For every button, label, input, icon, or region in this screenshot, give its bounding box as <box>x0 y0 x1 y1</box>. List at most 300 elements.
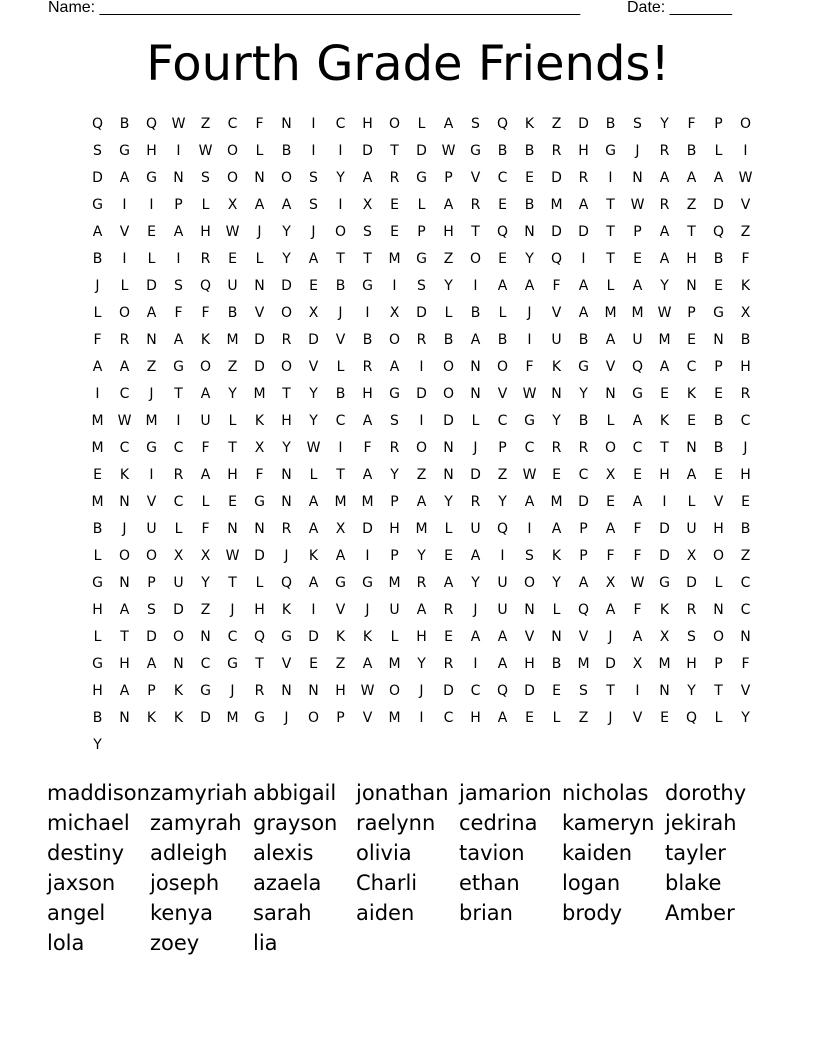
grid-letter: J <box>122 521 127 537</box>
grid-letter: D <box>92 170 103 186</box>
grid-letter: X <box>254 440 265 456</box>
grid-letter: R <box>281 521 292 537</box>
grid-letter: W <box>306 440 321 456</box>
grid-letter: Y <box>498 494 507 510</box>
grid-letter: F <box>606 548 615 564</box>
grid-letter: I <box>338 197 343 213</box>
grid-letter: W <box>360 683 375 699</box>
grid-letter: E <box>309 278 318 294</box>
grid-letter: Y <box>687 683 696 699</box>
grid-letter: R <box>686 602 697 618</box>
grid-letter: D <box>146 278 157 294</box>
grid-letter: K <box>686 386 697 402</box>
grid-letter: C <box>443 710 454 726</box>
grid-letter: O <box>388 332 401 348</box>
grid-letter: A <box>416 494 427 510</box>
grid-letter: Q <box>712 224 725 240</box>
grid-letter: T <box>363 251 372 267</box>
grid-letter: I <box>311 602 316 618</box>
grid-letter: A <box>605 521 616 537</box>
grid-letter: Q <box>145 116 158 132</box>
grid-letter: A <box>308 251 319 267</box>
grid-letter: H <box>389 521 400 537</box>
grid-letter: P <box>444 170 453 186</box>
grid-letter: L <box>714 575 723 591</box>
grid-letter: V <box>497 386 508 402</box>
grid-letter: Y <box>309 386 318 402</box>
grid-letter: A <box>443 575 454 591</box>
grid-letter: N <box>524 224 535 240</box>
word-list-item: cedrina <box>459 811 538 835</box>
word-list-item: brody <box>562 901 623 925</box>
grid-letter: P <box>714 359 723 375</box>
grid-letter: J <box>635 143 640 159</box>
word-list-item: jamarion <box>459 781 552 805</box>
grid-letter: Q <box>253 629 266 645</box>
grid-letter: G <box>362 278 373 294</box>
grid-letter: L <box>201 197 210 213</box>
grid-letter: E <box>714 467 723 483</box>
grid-letter: A <box>254 197 265 213</box>
grid-letter: S <box>633 116 642 132</box>
grid-letter: K <box>173 710 184 726</box>
grid-letter: I <box>608 170 613 186</box>
grid-letter: D <box>200 710 211 726</box>
grid-letter: A <box>659 224 670 240</box>
grid-letter: A <box>200 467 211 483</box>
grid-letter: D <box>362 143 373 159</box>
grid-letter: K <box>659 602 670 618</box>
grid-letter: H <box>335 683 346 699</box>
grid-letter: A <box>605 602 616 618</box>
grid-letter: A <box>713 170 724 186</box>
grid-letter: P <box>579 548 588 564</box>
grid-letter: I <box>473 656 478 672</box>
grid-letter: F <box>525 359 534 375</box>
grid-letter: A <box>92 359 103 375</box>
word-list-item: kameryn <box>562 811 655 835</box>
grid-letter: I <box>662 494 667 510</box>
grid-letter: A <box>578 305 589 321</box>
grid-letter: R <box>281 332 292 348</box>
grid-letter: G <box>254 710 265 726</box>
grid-letter: V <box>740 197 751 213</box>
grid-letter: Y <box>579 386 588 402</box>
grid-letter: B <box>443 332 454 348</box>
grid-letter: A <box>308 575 319 591</box>
grid-letter: Z <box>740 224 751 240</box>
grid-letter: L <box>444 521 453 537</box>
word-list-item: zamyriah <box>150 781 248 805</box>
grid-letter: O <box>739 116 752 132</box>
grid-letter: G <box>146 170 157 186</box>
grid-letter: T <box>228 440 237 456</box>
grid-letter: P <box>714 656 723 672</box>
grid-letter: D <box>659 548 670 564</box>
grid-letter: L <box>309 467 318 483</box>
grid-letter: N <box>254 170 265 186</box>
grid-letter: R <box>551 143 562 159</box>
grid-letter: M <box>388 575 401 591</box>
grid-letter: N <box>173 656 184 672</box>
grid-letter: B <box>578 332 589 348</box>
grid-letter: A <box>173 332 184 348</box>
grid-letter: C <box>740 602 751 618</box>
grid-letter: W <box>657 305 672 321</box>
grid-letter: O <box>226 170 239 186</box>
grid-letter: G <box>416 251 427 267</box>
word-list-item: Charli <box>356 871 418 895</box>
grid-letter: R <box>416 575 427 591</box>
grid-letter: B <box>713 413 724 429</box>
grid-letter: A <box>308 494 319 510</box>
word-list-item: zamyrah <box>150 811 242 835</box>
grid-letter: C <box>173 440 184 456</box>
grid-letter: Y <box>417 656 426 672</box>
grid-letter: S <box>147 602 156 618</box>
grid-letter: N <box>281 683 292 699</box>
grid-letter: I <box>338 440 343 456</box>
grid-letter: H <box>416 629 427 645</box>
grid-letter: H <box>281 413 292 429</box>
grid-letter: L <box>147 251 156 267</box>
grid-letter: H <box>227 467 238 483</box>
grid-letter: O <box>226 143 239 159</box>
grid-letter: W <box>171 116 186 132</box>
grid-letter: T <box>606 224 615 240</box>
grid-letter: Q <box>577 602 590 618</box>
grid-letter: E <box>498 197 507 213</box>
grid-letter: V <box>254 305 265 321</box>
grid-letter: S <box>309 170 318 186</box>
grid-letter: H <box>470 710 481 726</box>
grid-letter: R <box>389 440 400 456</box>
grid-letter: G <box>119 143 130 159</box>
grid-letter: B <box>335 278 346 294</box>
grid-letter: G <box>335 575 346 591</box>
grid-letter: D <box>713 197 724 213</box>
grid-letter: A <box>632 629 643 645</box>
grid-letter: T <box>282 386 291 402</box>
grid-letter: G <box>713 305 724 321</box>
grid-letter: K <box>281 602 292 618</box>
grid-letter: A <box>605 332 616 348</box>
word-list-item: lia <box>253 931 278 955</box>
grid-letter: K <box>362 629 373 645</box>
grid-letter: Y <box>660 278 669 294</box>
grid-letter: J <box>473 440 478 456</box>
word-list-item: abbigail <box>253 781 337 805</box>
grid-letter: A <box>281 197 292 213</box>
grid-letter: H <box>362 116 373 132</box>
grid-letter: P <box>390 494 399 510</box>
word-list-item: michael <box>47 811 130 835</box>
grid-letter: D <box>281 278 292 294</box>
grid-letter: V <box>308 359 319 375</box>
grid-letter: E <box>444 548 453 564</box>
grid-letter: A <box>470 629 481 645</box>
word-list-item: joseph <box>150 871 220 895</box>
grid-letter: A <box>497 629 508 645</box>
grid-letter: W <box>630 575 645 591</box>
grid-letter: L <box>552 602 561 618</box>
word-list-item: raelynn <box>356 811 436 835</box>
grid-letter: L <box>552 710 561 726</box>
grid-letter: P <box>498 440 507 456</box>
grid-letter: F <box>201 521 210 537</box>
grid-letter: H <box>659 467 670 483</box>
grid-letter: I <box>743 143 748 159</box>
grid-letter: V <box>605 359 616 375</box>
grid-letter: H <box>443 224 454 240</box>
grid-letter: B <box>524 197 535 213</box>
grid-letter: D <box>146 629 157 645</box>
grid-letter: X <box>335 521 346 537</box>
grid-letter: Q <box>91 116 104 132</box>
grid-letter: B <box>281 143 292 159</box>
grid-letter: Y <box>552 575 561 591</box>
word-list-item: dorothy <box>665 781 747 805</box>
grid-letter: V <box>119 224 130 240</box>
grid-letter: B <box>497 143 508 159</box>
grid-letter: K <box>119 467 130 483</box>
grid-letter: S <box>687 629 696 645</box>
grid-letter: I <box>311 116 316 132</box>
grid-letter: G <box>92 197 103 213</box>
grid-letter: O <box>280 359 293 375</box>
grid-letter: A <box>362 413 373 429</box>
grid-letter: G <box>605 143 616 159</box>
grid-letter: H <box>92 683 103 699</box>
grid-letter: Z <box>551 116 562 132</box>
grid-letter: U <box>173 575 184 591</box>
grid-letter: N <box>227 521 238 537</box>
grid-letter: O <box>334 224 347 240</box>
grid-letter: E <box>390 224 399 240</box>
grid-letter: T <box>714 683 723 699</box>
grid-letter: H <box>578 143 589 159</box>
grid-letter: A <box>524 278 535 294</box>
grid-letter: N <box>686 278 697 294</box>
grid-letter: S <box>471 116 480 132</box>
grid-letter: H <box>119 656 130 672</box>
grid-letter: G <box>659 575 670 591</box>
word-list-item: Amber <box>665 901 735 925</box>
grid-letter: I <box>149 467 154 483</box>
grid-letter: G <box>524 413 535 429</box>
word-list-item: tavion <box>459 841 525 865</box>
grid-letter: W <box>198 143 213 159</box>
grid-letter: J <box>338 305 343 321</box>
grid-letter: E <box>714 278 723 294</box>
grid-letter: N <box>200 629 211 645</box>
grid-letter: A <box>686 467 697 483</box>
grid-letter: G <box>416 170 427 186</box>
grid-letter: N <box>443 440 454 456</box>
grid-letter: T <box>471 224 480 240</box>
grid-letter: B <box>92 521 103 537</box>
grid-letter: M <box>334 494 347 510</box>
grid-letter: M <box>658 332 671 348</box>
grid-letter: F <box>741 656 750 672</box>
word-list-item: maddison <box>47 781 150 805</box>
grid-letter: L <box>444 305 453 321</box>
grid-letter: M <box>604 305 617 321</box>
grid-letter: C <box>119 440 130 456</box>
grid-letter: Y <box>471 575 480 591</box>
grid-letter: E <box>741 494 750 510</box>
grid-letter: O <box>415 440 428 456</box>
grid-letter: R <box>659 143 670 159</box>
grid-letter: L <box>93 305 102 321</box>
grid-letter: N <box>443 467 454 483</box>
word-list-item: destiny <box>47 841 124 865</box>
grid-letter: L <box>498 305 507 321</box>
grid-letter: A <box>335 548 346 564</box>
grid-letter: P <box>147 575 156 591</box>
grid-letter: R <box>578 170 589 186</box>
grid-letter: Y <box>552 413 561 429</box>
grid-letter: Y <box>660 116 669 132</box>
grid-letter: O <box>118 305 131 321</box>
grid-letter: H <box>92 602 103 618</box>
grid-letter: R <box>173 467 184 483</box>
grid-letter: I <box>635 683 640 699</box>
grid-letter: E <box>498 251 507 267</box>
word-list-item: adleigh <box>150 841 228 865</box>
word-list-item: angel <box>47 901 106 925</box>
word-list-item: zoey <box>150 931 200 955</box>
grid-letter: W <box>225 224 240 240</box>
grid-letter: I <box>176 251 181 267</box>
grid-letter: A <box>119 359 130 375</box>
grid-letter: X <box>632 656 643 672</box>
word-list-item: tayler <box>665 841 726 865</box>
grid-letter: M <box>145 413 158 429</box>
grid-letter: R <box>470 494 481 510</box>
grid-letter: D <box>578 494 589 510</box>
grid-letter: U <box>497 575 508 591</box>
grid-letter: F <box>552 278 561 294</box>
grid-letter: L <box>390 629 399 645</box>
grid-letter: I <box>500 548 505 564</box>
grid-letter: G <box>470 143 481 159</box>
grid-letter: P <box>687 305 696 321</box>
grid-letter: A <box>200 386 211 402</box>
grid-letter: K <box>254 413 265 429</box>
grid-letter: H <box>254 602 265 618</box>
grid-letter: X <box>200 548 211 564</box>
grid-letter: G <box>227 656 238 672</box>
grid-letter: B <box>470 305 481 321</box>
grid-letter: F <box>174 305 183 321</box>
grid-letter: A <box>173 224 184 240</box>
grid-letter: B <box>713 251 724 267</box>
grid-letter: O <box>280 170 293 186</box>
grid-letter: K <box>524 116 535 132</box>
grid-letter: Y <box>444 494 453 510</box>
grid-letter: N <box>659 683 670 699</box>
grid-letter: D <box>605 656 616 672</box>
grid-letter: X <box>605 575 616 591</box>
grid-letter: A <box>146 656 157 672</box>
grid-letter: E <box>660 386 669 402</box>
grid-letter: N <box>470 386 481 402</box>
grid-letter: V <box>713 494 724 510</box>
grid-letter: P <box>174 197 183 213</box>
grid-letter: J <box>365 602 370 618</box>
grid-letter: V <box>524 629 535 645</box>
grid-letter: M <box>91 494 104 510</box>
grid-letter: J <box>608 710 613 726</box>
grid-letter: C <box>686 359 697 375</box>
grid-letter: D <box>578 116 589 132</box>
grid-letter: V <box>335 602 346 618</box>
grid-letter: D <box>254 359 265 375</box>
grid-letter: M <box>550 197 563 213</box>
grid-letter: F <box>201 440 210 456</box>
grid-letter: B <box>740 332 751 348</box>
grid-letter: P <box>147 683 156 699</box>
grid-letter: B <box>227 305 238 321</box>
grid-letter: V <box>362 710 373 726</box>
grid-letter: I <box>311 143 316 159</box>
grid-letter: A <box>632 278 643 294</box>
grid-letter: V <box>335 332 346 348</box>
grid-letter: D <box>173 602 184 618</box>
grid-letter: L <box>174 521 183 537</box>
grid-letter: I <box>149 197 154 213</box>
grid-letter: I <box>365 305 370 321</box>
word-list <box>47 778 768 958</box>
grid-letter: O <box>442 359 455 375</box>
grid-letter: O <box>280 305 293 321</box>
grid-letter: N <box>254 278 265 294</box>
grid-letter: J <box>284 548 289 564</box>
word-list-item: azaela <box>253 871 322 895</box>
grid-letter: E <box>606 494 615 510</box>
grid-letter: R <box>362 359 373 375</box>
grid-letter: D <box>578 224 589 240</box>
grid-letter: X <box>659 629 670 645</box>
grid-letter: U <box>389 602 400 618</box>
grid-letter: I <box>338 143 343 159</box>
grid-letter: D <box>686 575 697 591</box>
grid-letter: J <box>473 602 478 618</box>
grid-letter: L <box>228 413 237 429</box>
grid-letter: R <box>119 332 130 348</box>
grid-letter: Q <box>550 251 563 267</box>
grid-letter: Y <box>282 251 291 267</box>
grid-letter: I <box>122 197 127 213</box>
grid-letter: A <box>362 656 373 672</box>
grid-letter: X <box>605 467 616 483</box>
grid-letter: R <box>443 656 454 672</box>
grid-letter: Y <box>741 710 750 726</box>
grid-letter: Z <box>416 467 427 483</box>
grid-letter: C <box>740 575 751 591</box>
grid-letter: E <box>552 467 561 483</box>
grid-letter: I <box>392 278 397 294</box>
grid-letter: P <box>633 224 642 240</box>
grid-letter: L <box>687 494 696 510</box>
grid-letter: O <box>199 359 212 375</box>
grid-letter: N <box>119 710 130 726</box>
grid-letter: S <box>93 143 102 159</box>
grid-letter: A <box>470 332 481 348</box>
grid-letter: Y <box>444 278 453 294</box>
grid-letter: N <box>740 629 751 645</box>
